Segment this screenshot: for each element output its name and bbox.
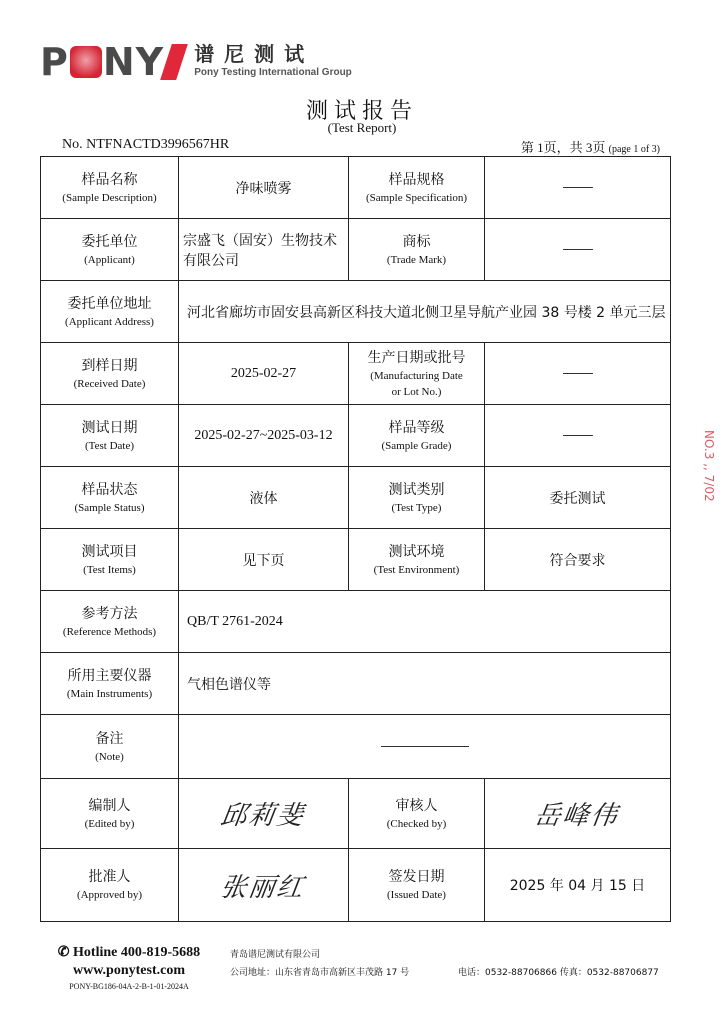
label-en: (Applicant Address) xyxy=(65,315,154,328)
report-table xyxy=(40,156,671,922)
label-checked-by xyxy=(349,779,485,849)
row-test-date xyxy=(41,405,671,467)
logo-slash-mark xyxy=(160,44,188,80)
report-number: No. NTFNACTD3996567HR xyxy=(62,137,230,152)
handwritten-signature: 邱莉斐 xyxy=(219,801,308,831)
empty-dash xyxy=(381,746,469,747)
wordmark-right: NY xyxy=(102,40,165,84)
empty-dash xyxy=(563,373,593,374)
label-sample-description xyxy=(41,157,179,219)
value-sample-grade xyxy=(485,405,671,467)
value-trade-mark xyxy=(485,219,671,281)
handwritten-signature: 张丽红 xyxy=(219,872,308,903)
label-test-environment xyxy=(349,529,485,591)
label-sample-specification xyxy=(349,157,485,219)
company-name-en: Pony Testing International Group xyxy=(194,67,352,78)
label-cn: 所用主要仪器 xyxy=(67,667,152,684)
label-manufacturing-date xyxy=(349,343,485,405)
page-info-cn: 第 1页，共 3页 xyxy=(520,140,606,155)
footer-company: 青岛谱尼测试有限公司 xyxy=(230,950,321,960)
row-reference-methods xyxy=(41,591,671,653)
label-en: (Test Type) xyxy=(391,501,442,514)
row-approved-issued xyxy=(41,849,671,922)
label-applicant-address xyxy=(41,281,179,343)
row-received-date xyxy=(41,343,671,405)
label-cn: 测试环境 xyxy=(388,543,445,560)
label-en: (Checked by) xyxy=(386,817,447,830)
label-cn: 参考方法 xyxy=(81,605,138,622)
applicant-line-2: 有限公司 xyxy=(183,252,239,269)
hotline: ✆ Hotline 400-819-5688 xyxy=(57,945,201,960)
label-en: (Sample Grade) xyxy=(381,439,452,452)
label-cn: 到样日期 xyxy=(81,357,138,374)
value-note xyxy=(179,715,671,779)
label-received-date xyxy=(41,343,179,405)
company-logo xyxy=(40,42,352,84)
label-applicant xyxy=(41,219,179,281)
label-en: (Main Instruments) xyxy=(66,687,153,700)
label-en: (Sample Description) xyxy=(62,191,157,204)
label-cn: 审核人 xyxy=(395,797,438,814)
label-en: (Approved by) xyxy=(76,889,143,901)
pony-wordmark xyxy=(40,42,182,82)
label-sample-grade xyxy=(349,405,485,467)
signature-edited-by xyxy=(179,779,349,849)
label-en: (Manufacturing Date xyxy=(370,369,463,382)
row-main-instruments xyxy=(41,653,671,715)
page-info xyxy=(521,137,660,156)
row-sample-status xyxy=(41,467,671,529)
value-manufacturing-date xyxy=(485,343,671,405)
label-cn: 样品等级 xyxy=(388,419,445,436)
empty-dash xyxy=(563,435,593,436)
handwritten-signature: 岳峰伟 xyxy=(533,801,622,831)
label-en: (Received Date) xyxy=(73,377,146,390)
seal-stamp: NO.3 ,, 7/02 xyxy=(702,430,716,502)
signature-checked-by xyxy=(485,779,671,849)
label-cn: 测试类别 xyxy=(388,481,445,498)
report-title-cn: 测试报告 xyxy=(305,99,418,124)
label-cn: 样品状态 xyxy=(81,481,138,498)
page-info-en: (page 1 of 3) xyxy=(608,144,660,155)
empty-dash xyxy=(563,249,593,250)
label-en: (Reference Methods) xyxy=(62,625,157,638)
value-received-date: 2025-02-27 xyxy=(179,343,349,405)
label-note xyxy=(41,715,179,779)
footer-address: 公司地址：山东省青岛市高新区丰茂路 17 号 xyxy=(230,968,410,978)
label-en: (Test Environment) xyxy=(373,563,460,576)
value-test-environment: 符合要求 xyxy=(485,529,671,591)
label-test-items xyxy=(41,529,179,591)
empty-dash xyxy=(563,187,593,188)
label-cn: 签发日期 xyxy=(388,869,445,885)
value-applicant xyxy=(179,219,349,281)
label-approved-by xyxy=(41,849,179,922)
logo-o-mark xyxy=(70,46,102,78)
label-test-type xyxy=(349,467,485,529)
label-cn: 编制人 xyxy=(88,797,131,814)
value-test-items: 见下页 xyxy=(179,529,349,591)
label-cn: 委托单位地址 xyxy=(67,295,152,312)
label-en: (Trade Mark) xyxy=(386,253,447,266)
label-cn: 批准人 xyxy=(88,869,131,885)
footer-contact xyxy=(44,944,214,994)
document-code: PONY-BG186-04A-2-B-1-01-2024A xyxy=(69,982,189,991)
value-sample-status: 液体 xyxy=(179,467,349,529)
label-en: (Issued Date) xyxy=(387,889,446,901)
value-issued-date: 2025 年 04 月 15 日 xyxy=(485,849,671,922)
label-en: (Test Items) xyxy=(83,563,136,576)
row-edited-checked xyxy=(41,779,671,849)
label-cn: 样品名称 xyxy=(81,171,138,188)
wordmark-left: P xyxy=(40,40,69,84)
label-edited-by xyxy=(41,779,179,849)
website-link[interactable]: www.ponytest.com xyxy=(73,963,185,978)
company-name-cn: 谱尼测试 xyxy=(194,42,315,66)
label-cn: 测试日期 xyxy=(81,419,138,436)
footer-phone: 电话：0532-88706866 传真：0532-88706877 xyxy=(458,968,659,978)
label-en: or Lot No.) xyxy=(391,385,442,398)
signature-approved-by xyxy=(179,849,349,922)
value-reference-methods: QB/T 2761-2024 xyxy=(179,591,671,653)
label-en: (Sample Status) xyxy=(74,501,145,514)
label-test-date xyxy=(41,405,179,467)
label-cn: 商标 xyxy=(402,233,431,250)
value-applicant-address: 河北省廊坊市固安县高新区科技大道北侧卫星导航产业园 38 号楼 2 单元三层 xyxy=(179,281,671,343)
value-main-instruments: 气相色谱仪等 xyxy=(179,653,671,715)
label-main-instruments xyxy=(41,653,179,715)
label-cn: 备注 xyxy=(95,730,124,747)
label-cn: 生产日期或批号 xyxy=(367,349,466,366)
row-note xyxy=(41,715,671,779)
value-sample-description: 净味喷雾 xyxy=(179,157,349,219)
label-cn: 测试项目 xyxy=(81,543,138,560)
label-cn: 样品规格 xyxy=(388,171,445,188)
label-reference-methods xyxy=(41,591,179,653)
row-test-items xyxy=(41,529,671,591)
label-trade-mark xyxy=(349,219,485,281)
label-en: (Edited by) xyxy=(84,817,135,830)
label-en: (Applicant) xyxy=(84,253,135,266)
row-sample-description xyxy=(41,157,671,219)
row-applicant xyxy=(41,219,671,281)
report-title-en: (Test Report) xyxy=(327,120,397,135)
row-applicant-address xyxy=(41,281,671,343)
label-en: (Test Date) xyxy=(84,439,134,452)
label-cn: 委托单位 xyxy=(81,233,138,250)
label-issued-date xyxy=(349,849,485,922)
value-test-date: 2025-02-27~2025-03-12 xyxy=(179,405,349,467)
label-sample-status xyxy=(41,467,179,529)
label-en: (Sample Specification) xyxy=(365,191,468,204)
value-sample-specification xyxy=(485,157,671,219)
label-en: (Note) xyxy=(95,750,124,763)
value-test-type: 委托测试 xyxy=(485,467,671,529)
applicant-line-1: 宗盛飞（固安）生物技术 xyxy=(183,232,337,249)
